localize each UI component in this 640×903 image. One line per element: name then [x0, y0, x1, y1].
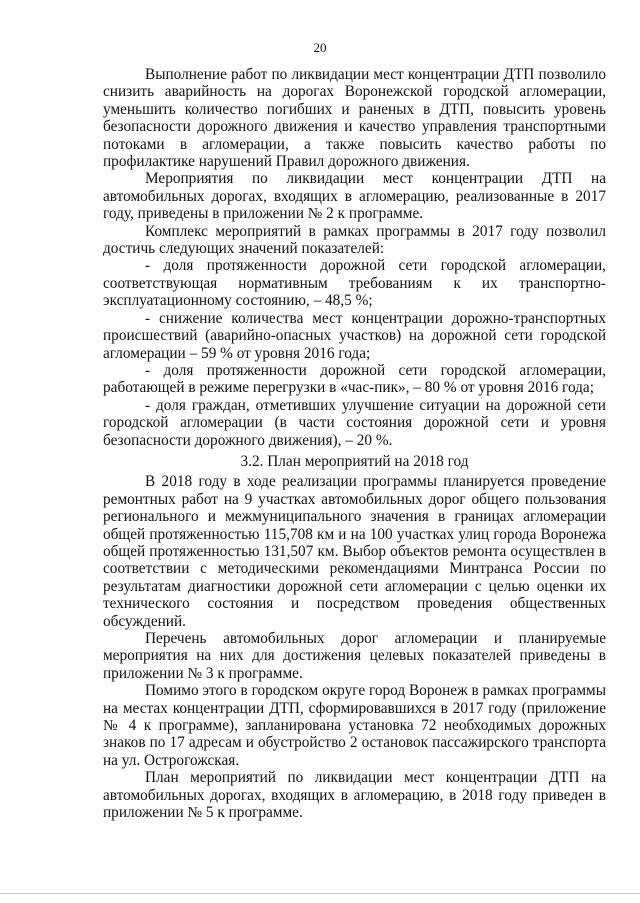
paragraph-plan-2018: План мероприятий по ликвидации мест концентрации ДТП на автомобильных дорогах, входящих в агломерацию, в 2018 году приведен в приложении № 5 к программе.	[103, 769, 606, 822]
section-heading: 3.2. План мероприятий на 2018 год	[240, 452, 469, 470]
paragraph-indicators-intro: Комплекс мероприятий в рамках программы в 2017 году позволил достичь следующих значений показателей:	[103, 222, 606, 258]
paragraph-repair-plan: В 2018 году в ходе реализации программы планируется проведение ремонтных работ на 9 участках автомобильных дорог общего пользования регионального и межмуниципального значения в границах агломерации общей протяженностью 115,708 км и на 100 участках улиц города Воронежа общей протяженностью 131,507 км. Выбор объектов ремонта осуществлен в соответствии с методическими рекомендациями Минтранса России по результатам диагностики дорожной сети агломерации с целью оценки их технического состояния и посредством проведения общественных обсуждений.	[103, 473, 606, 630]
indicator-item: - доля протяженности дорожной сети городской агломерации, соответствующая нормативным требованиям к их транспортно-эксплуатационному состоянию, – 48,5 %;	[103, 257, 606, 310]
document-body	[103, 66, 606, 821]
page-bottom-divider	[0, 893, 640, 894]
paragraph-results-intro: Выполнение работ по ликвидации мест концентрации ДТП позволило снизить аварийность на дорогах Воронежской городской агломерации, уменьшить количество погибших и раненых в ДТП, повысить уровень безопасности дорожного движения и качество управления транспортными потоками в агломерации, а также повысить качество работы по профилактике нарушений Правил дорожного движения.	[103, 66, 606, 171]
paragraph-road-list: Перечень автомобильных дорог агломерации и планируемые мероприятия на них для достижения целевых показателей приведены в приложении № 3 к программе.	[103, 630, 606, 682]
indicator-item: - снижение количества мест концентрации дорожно-транспортных происшествий (аварийно-опасных участков) на дорожной сети городской агломерации – 59 % от уровня 2016 года;	[103, 309, 606, 362]
indicator-item: - доля протяженности дорожной сети городской агломерации, работающей в режиме перегрузки в «час-пик», – 80 % от уровня 2016 года;	[103, 361, 606, 397]
paragraph-voronezh-signs: Помимо этого в городском округе город Воронеж в рамках программы на местах концентрации ДТП, сформировавшихся в 2017 году (приложение № 4 к программе), запланирована установка 72 необходимых дорожных знаков по 17 адресам и обустройство 2 остановок пассажирского транспорта на ул. Острогожская.	[103, 682, 606, 769]
indicator-item: - доля граждан, отметивших улучшение ситуации на дорожной сети городской агломерации (в части состояния дорожной сети и уровня безопасности дорожного движения), – 20 %.	[103, 396, 606, 449]
paragraph-measures-2017: Мероприятия по ликвидации мест концентрации ДТП на автомобильных дорогах, входящих в агломерацию, реализованные в 2017 году, приведены в приложении № 2 к программе.	[103, 170, 606, 223]
page-number: 20	[313, 40, 327, 55]
